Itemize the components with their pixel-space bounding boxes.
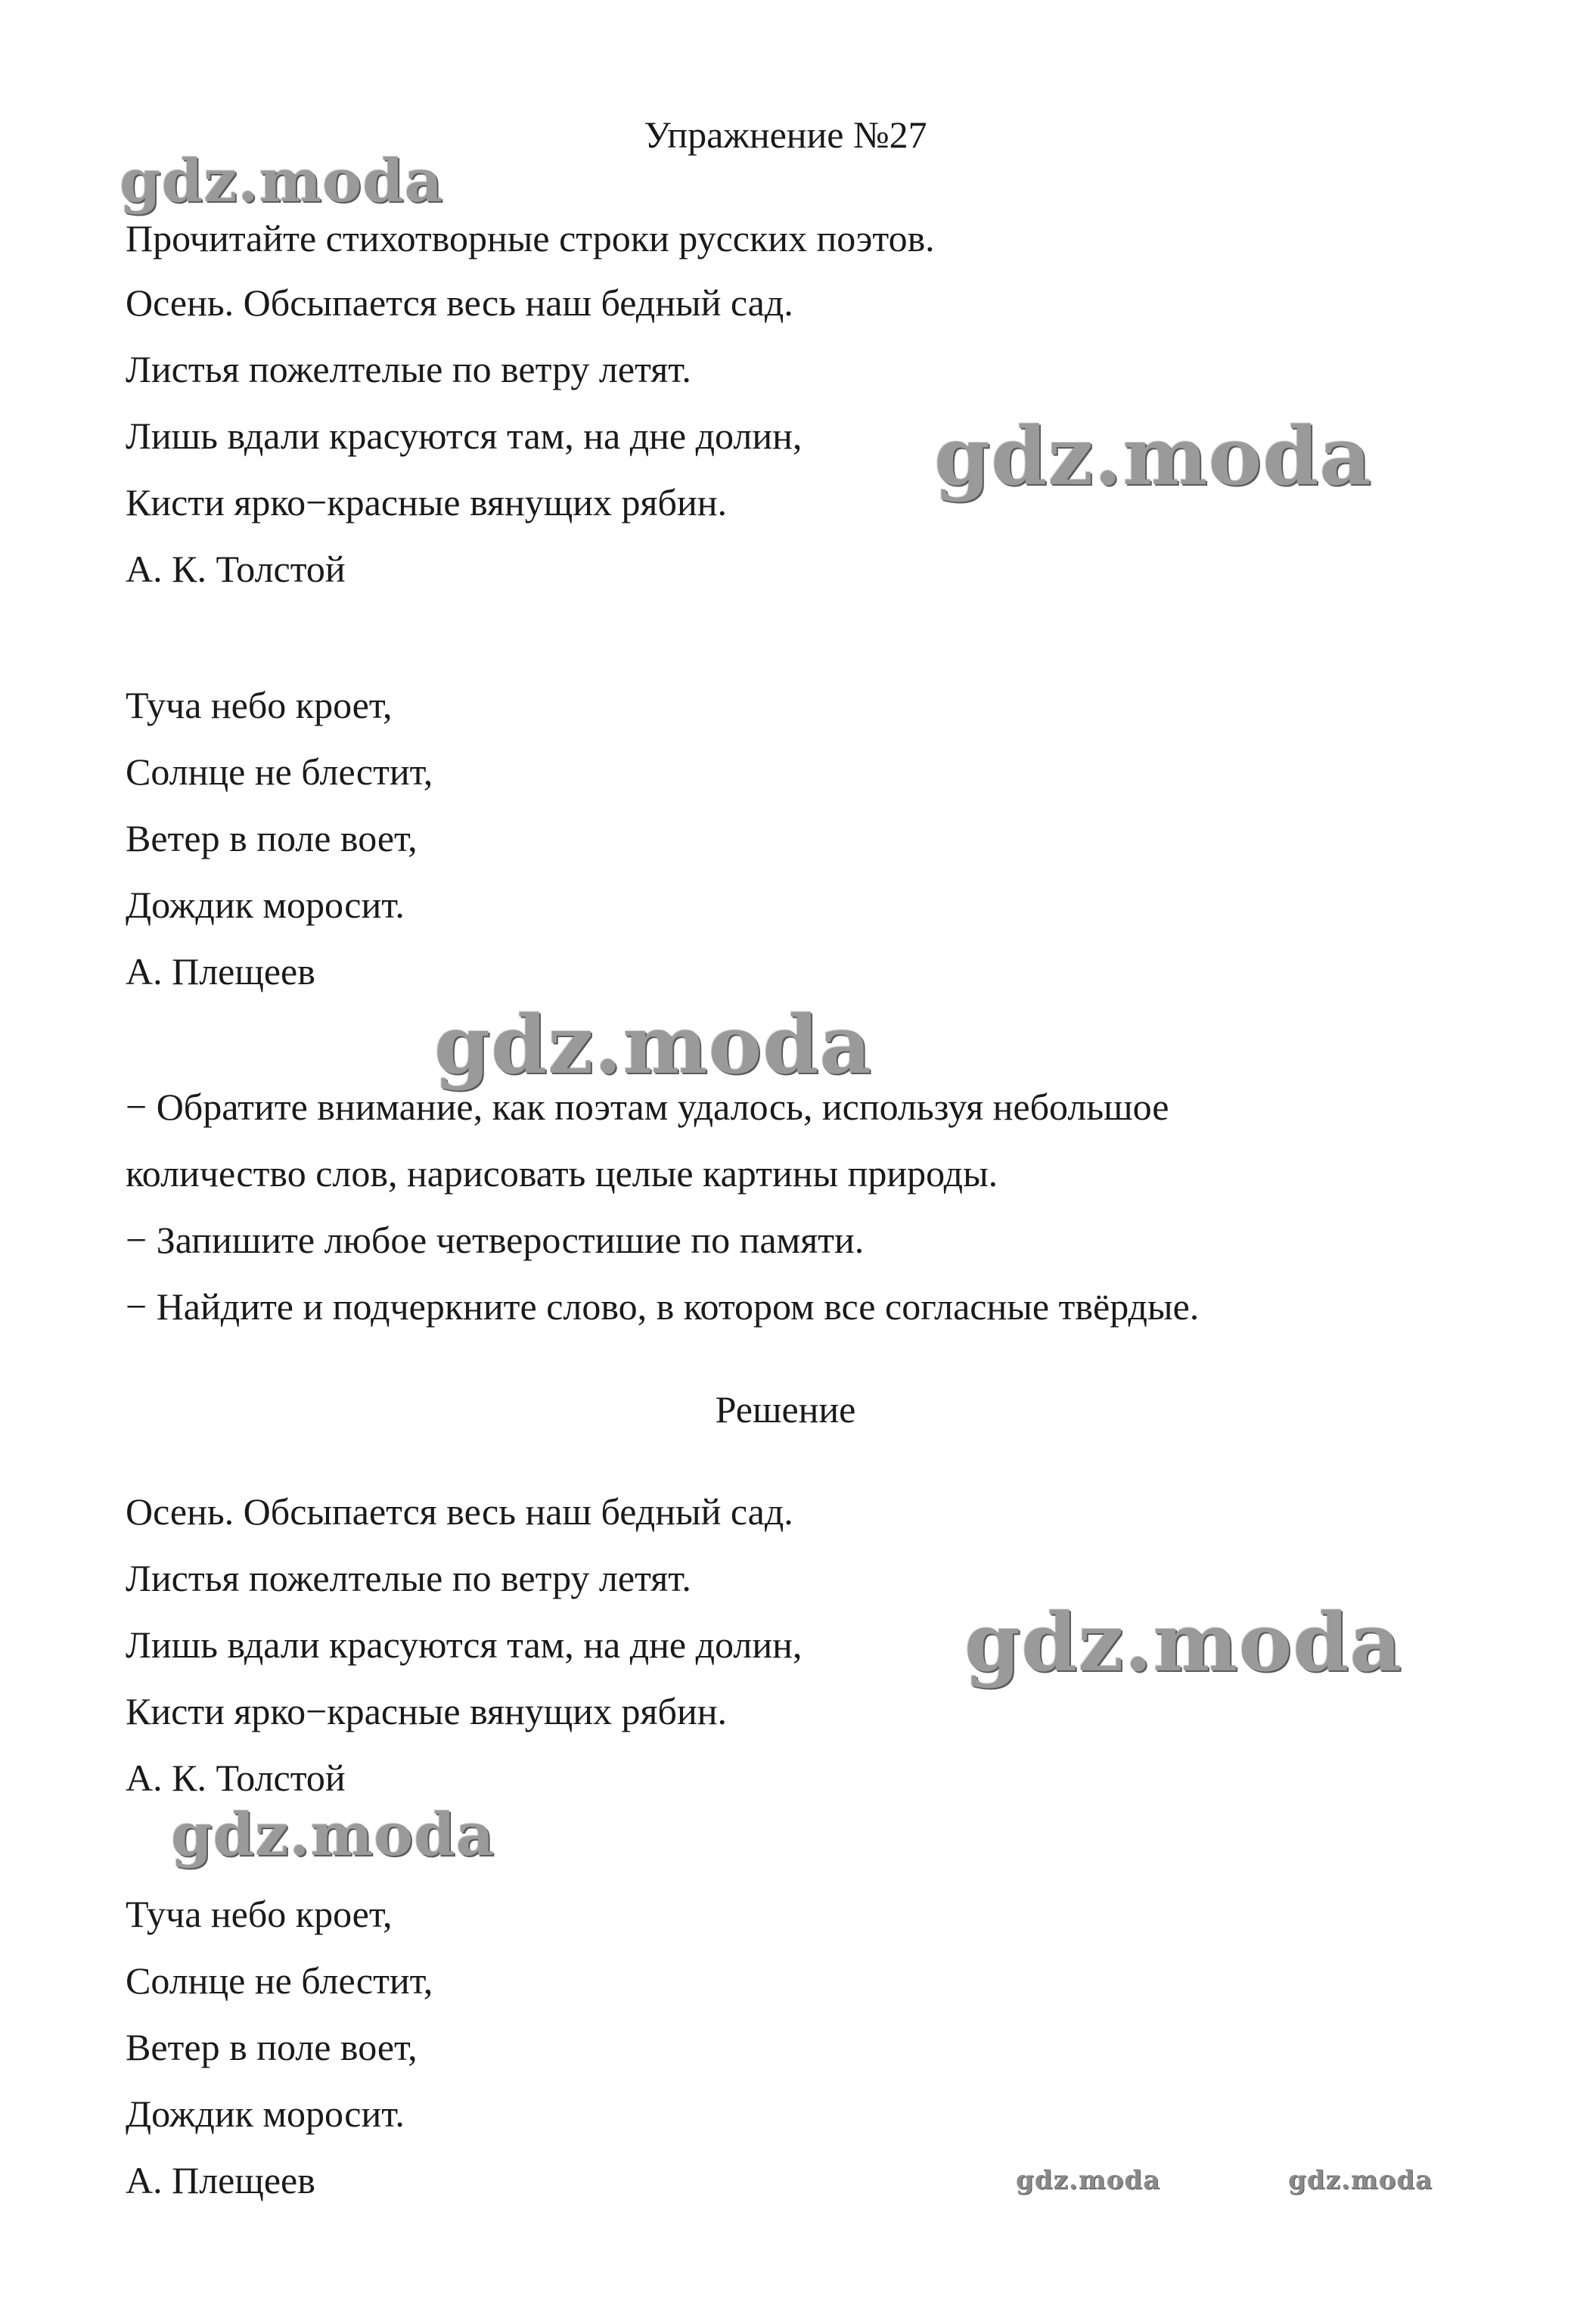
poem2-line-3: Ветер в поле воет, [126,817,418,859]
solution-poem2-line-4: Дождик моросит. [126,2093,405,2135]
poem2-author: А. Плещеев [126,950,315,993]
task-line-2: количество слов, нарисовать целые картины природы. [126,1152,998,1195]
watermark: gdz.moda [1288,2165,1433,2195]
task-line-1: − Обратите внимание, как поэтам удалось, используя небольшое [126,1086,1169,1128]
poem1-line-2: Листья пожелтелые по ветру летят. [126,348,691,390]
solution-heading: Решение [715,1388,856,1431]
solution-poem1-line-2: Листья пожелтелые по ветру летят. [126,1557,691,1599]
poem2-line-2: Солнце не блестит, [126,750,433,793]
watermark: gdz.moda [120,147,444,216]
solution-poem1-line-1: Осень. Обсыпается весь наш бедный сад. [126,1490,793,1533]
solution-poem2-line-3: Ветер в поле воет, [126,2026,418,2068]
poem2-line-4: Дождик моросит. [126,884,405,926]
poem1-line-3: Лишь вдали красуются там, на дне долин, [126,415,803,457]
solution-poem1-line-3: Лишь вдали красуются там, на дне долин, [126,1623,803,1666]
poem1-author: А. К. Толстой [126,548,346,590]
solution-poem2-line-2: Солнце не блестит, [126,1959,433,2002]
watermark: gdz.moda [1016,2165,1161,2195]
exercise-title: Упражнение №27 [644,113,927,156]
solution-poem1-author: А. К. Толстой [126,1757,346,1799]
solution-poem2-line-1: Туча небо кроет, [126,1893,393,1935]
watermark: gdz.moda [434,997,872,1092]
solution-poem2-author: А. Плещеев [126,2159,315,2201]
task-line-3: − Запишите любое четверостишие по памяти. [126,1219,865,1261]
poem1-line-1: Осень. Обсыпается весь наш бедный сад. [126,281,793,324]
watermark: gdz.moda [934,409,1372,503]
watermark: gdz.moda [171,1800,495,1869]
exercise-instruction: Прочитайте стихотворные строки русских поэтов. [126,217,935,259]
watermark: gdz.moda [964,1595,1402,1689]
task-line-4: − Найдите и подчеркните слово, в котором все согласные твёрдые. [126,1285,1200,1328]
poem2-line-1: Туча небо кроет, [126,684,393,726]
solution-poem1-line-4: Кисти ярко−красные вянущих рябин. [126,1690,727,1732]
poem1-line-4: Кисти ярко−красные вянущих рябин. [126,481,727,524]
